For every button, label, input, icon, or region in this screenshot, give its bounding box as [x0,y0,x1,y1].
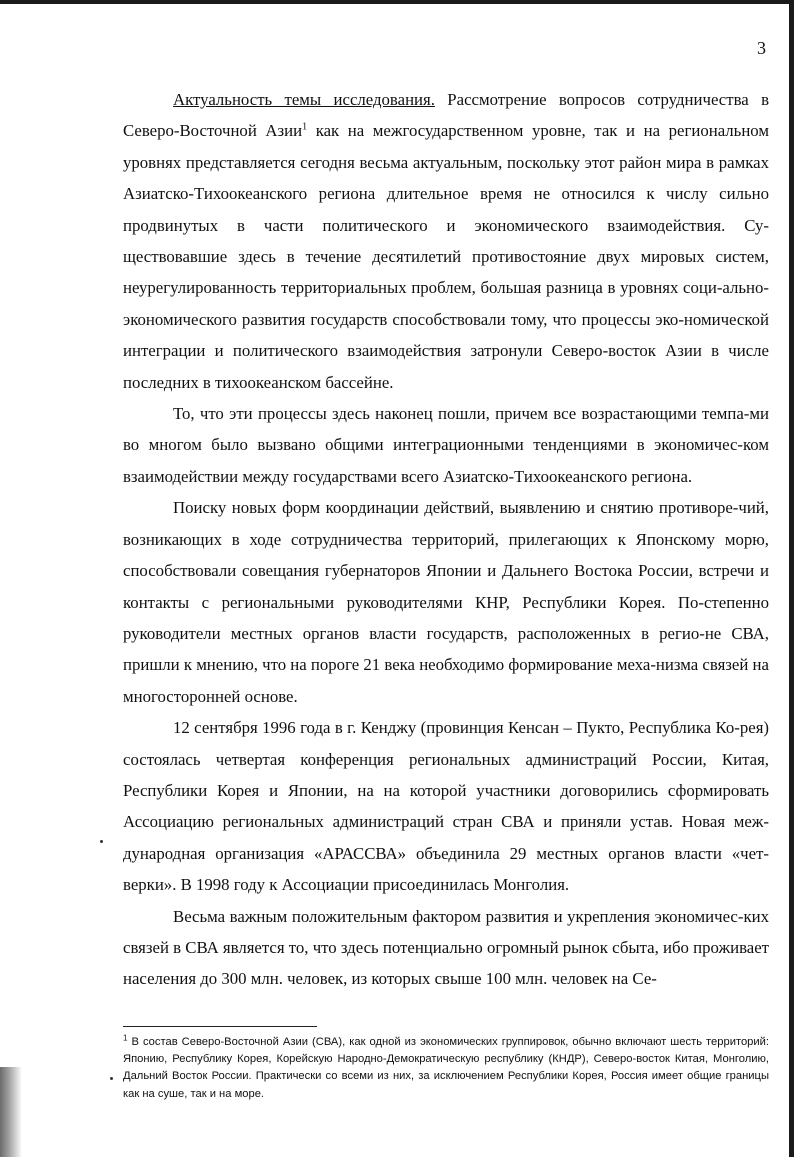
section-title: Актуальность темы исследования. [173,90,435,109]
paragraph-coordination: Поиску новых форм координации действий, выявлению и снятию противоре-чий, возникающих в ходе сотрудничества территорий, прилегающих к Японскому морю, способствовали совещания губернаторов Японии и Дальнего Востока России, встречи и контакты с региональными руководителями КНР, Республики Корея. По-степенно руководители местных органов власти государств, расположенных в регио-не СВА, пришли к мнению, что на пороге 21 века необходимо формирование меха-низма связей на многосторонней основе. [123,498,769,706]
scan-border-top [0,0,794,4]
paragraph-text: Рассмотрение вопросов сотрудничества в Северо-Восточной Азии [123,90,769,141]
paragraph-relevance [123,84,769,398]
paragraph-conference: 12 сентября 1996 года в г. Кенджу (провинция Кенсан – Пукто, Республика Ко-рея) состоялась четвертая конференция региональных администраций России, Китая, Республики Корея и Японии, на на которой участники договорились сформировать Ассоциацию региональных администраций стран СВА и приняли устав. Новая меж-дународная организация «АРАССВА» объединила 29 местных органов власти «чет-верки». В 1998 году к Ассоциации присоединилась Монголия. [123,718,769,895]
body-text [123,84,769,995]
paragraph-text: как на межгосударственном уровне, так и на региональном уровнях представляется сегодня весьма актуальным, поскольку этот район мира в рамках Азиатско-Тихоокеанского региона длительное время не относился к числу сильно продвинутых в части политического и экономического взаимодействия. Су-ществовавшие здесь в течение десятилетий противостояние двух мировых систем, неурегулированность территориальных проблем, большая разница в уровнях соци-ально-экономического развития государств способствовали тому, что процессы эко-номической интеграции и политического взаимодействия затронули Северо-восток Азии в числе последних в тихоокеанском бассейне. [123,121,769,392]
footnote-reference[interactable]: 1 [302,121,308,133]
scan-shadow-corner [0,1067,22,1157]
scan-speck [100,840,103,843]
footnote-mark: 1 [123,1033,128,1043]
scan-border-right [789,0,794,1157]
paragraph-market: Весьма важным положительным фактором развития и укрепления экономичес-ких связей в СВА является то, что здесь потенциально огромный рынок сбыта, ибо проживает населения до 300 млн. человек, из которых свыше 100 млн. человек на Се- [123,906,769,989]
scan-speck [110,1077,113,1080]
footnote-text: В состав Северо-Восточной Азии (СВА), как одной из экономических группировок, обычно включают шесть территорий: Японию, Республику Корея, Корейскую Народно-Демократическую республику (КНДР), Северо-восток Китая, Монголию, Дальний Восток России. Практически со всеми из них, за исключением Республики Корея, Россия имеет общие границы как на суше, так и на море. [123,1036,769,1100]
paragraph-integration: То, что эти процессы здесь наконец пошли, причем все возрастающими темпа-ми во многом было вызвано общими интеграционными тенденциями в экономичес-ком взаимодействии между государствами всего Азиатско-Тихоокеанского региона. [123,404,769,486]
footnote [123,1034,769,1103]
footnote-divider [123,1026,317,1027]
page-number: 3 [757,38,766,58]
